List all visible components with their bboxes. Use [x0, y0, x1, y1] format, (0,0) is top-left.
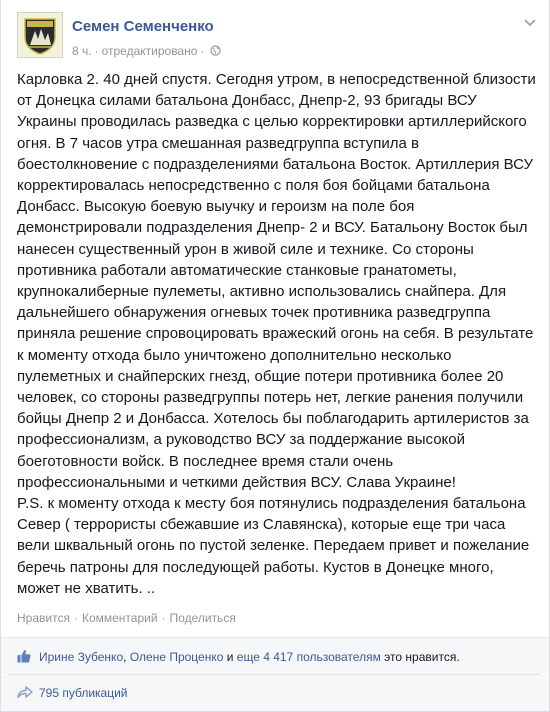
likes-others-link[interactable]: еще 4 417 пользователям	[236, 650, 381, 664]
comment-link[interactable]: Комментарий	[81, 611, 158, 625]
post-time[interactable]: 8 ч.	[72, 43, 92, 58]
meta-separator: ·	[94, 43, 99, 58]
thumbs-up-icon	[17, 649, 31, 663]
share-link[interactable]: Поделиться	[169, 611, 236, 625]
liker-link-2[interactable]: Олене Проценко	[129, 650, 224, 664]
likes-suffix: это нравится.	[384, 650, 460, 664]
meta-separator-2: ·	[200, 43, 205, 58]
share-arrow-icon	[17, 685, 33, 699]
battalion-emblem-icon	[18, 13, 62, 57]
shares-summary	[1, 675, 549, 711]
like-link[interactable]: Нравится	[17, 611, 70, 625]
globe-icon[interactable]	[210, 45, 221, 56]
post-meta	[72, 43, 221, 58]
shares-count-link[interactable]: 795 публикаций	[39, 686, 128, 700]
post-header	[17, 12, 537, 62]
likes-summary	[1, 638, 549, 674]
edited-label[interactable]: отредактировано	[101, 43, 198, 58]
post-text: Карловка 2. 40 дней спустя. Сегодня утром, в непосредственной близости от Донецка силами батальона Донбасс, Днепр-2, 93 бригады ВСУ Украины проводилась разведка с целью корректировки артиллерийского огня. В 7 часов утра смешанная разведгруппа вступила в боестолкновение с подразделениями батальона Восток. Артиллерия ВСУ корректировалась непосредственно с поля боя бойцами батальона Донбасс. Высокую боевую выучку и героизм на поле боя демонстрировали подразделения Днепр- 2 и ВСУ. Батальону Восток был нанесен существенный урон в живой силе и технике. Со стороны противника работали автоматические станковые гранатометы, крупнокалиберные пулеметы, активно использовались снайпера. Для дальнейшего обнаружения огневых точек противника разведгруппа приняла решение спровоцировать вражеский огонь на себя. В результате к моменту отхода было уничтожено дополнительно несколько пулеметных и снайперских гнезд, общие потери противника более 20 человек, со стороны разведгруппы потерь нет, легкие ранения получили бойцы Днепр 2 и Донбасса. Хотелось бы поблагодарить артилеристов за профессионализм, а руководство ВСУ за поддержание высокой боеготовности войск. В последнее время стали очень профессиональными и четкими действия ВСУ. Слава Украине! P.S. к моменту отхода к месту боя потянулись подразделения батальона Север ( террористы сбежавшие из Славянска), которые еще три часа вели шквальный огонь по пустой зеленке. Передаем привет и пожелание беречь патроны для последующей работы. Кустов в Донецке много, может не хватить. ..	[17, 71, 536, 597]
avatar[interactable]	[17, 12, 63, 58]
action-separator: ·	[73, 611, 78, 625]
chevron-down-icon[interactable]	[523, 18, 537, 28]
action-separator-2: ·	[161, 611, 166, 625]
likes-comma: ,	[123, 650, 127, 664]
author-name[interactable]: Семен Семенченко	[72, 18, 214, 35]
likes-and: и	[226, 650, 234, 664]
liker-link-1[interactable]: Ирине Зубенко	[39, 650, 124, 664]
post-actions	[17, 611, 236, 625]
likes-text	[39, 650, 460, 664]
